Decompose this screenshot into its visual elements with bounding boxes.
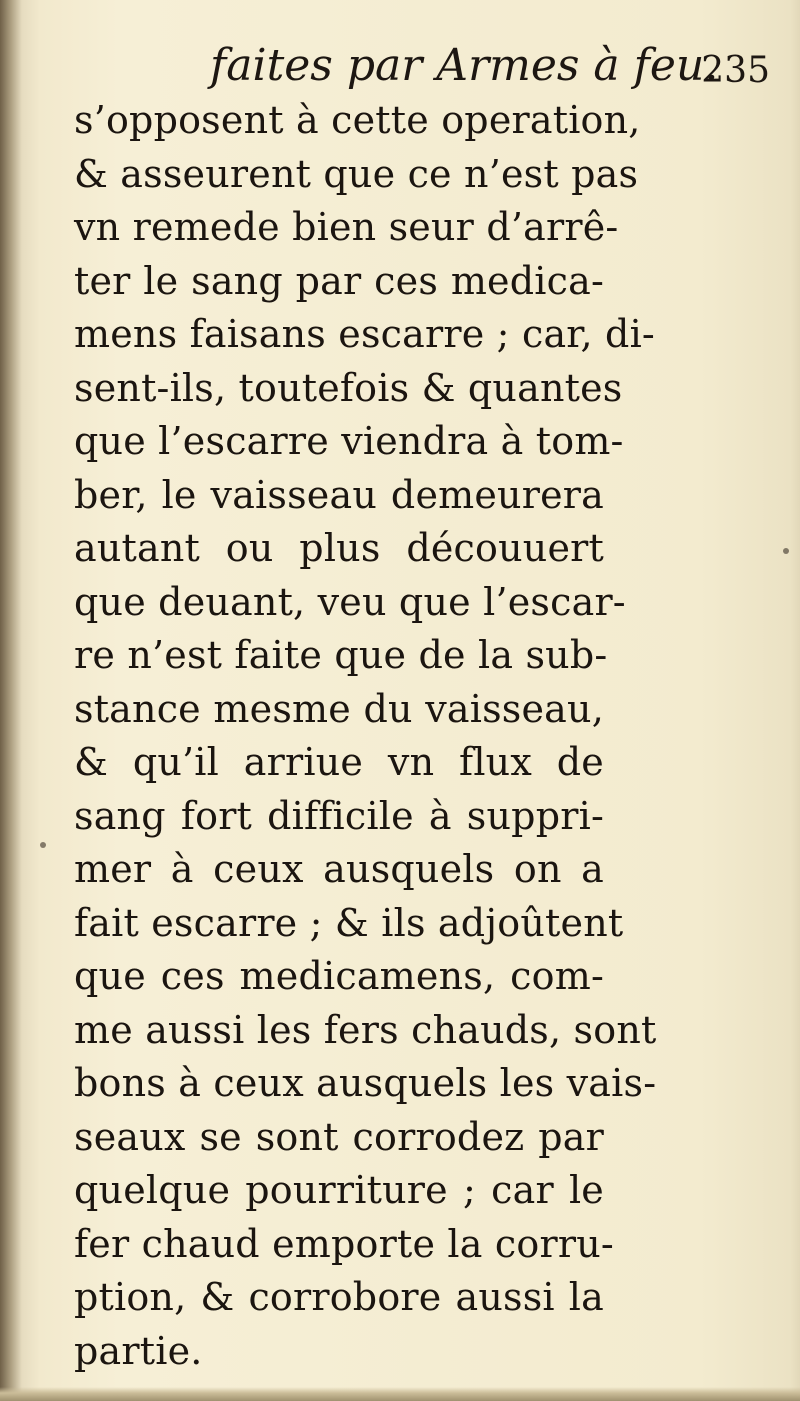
text-line: & asseurent que ce n’est pas bbox=[74, 151, 639, 196]
page-number: 235 bbox=[701, 50, 770, 91]
text-line: mens faisans escarre ; car, di- bbox=[74, 312, 655, 356]
text-line: que l’escarre viendra à tom- bbox=[74, 419, 624, 463]
text-line: re n’est faite que de la sub- bbox=[74, 633, 608, 677]
text-line: partie. bbox=[74, 1328, 203, 1373]
text-line: fer chaud emporte la corru- bbox=[74, 1221, 614, 1266]
text-line: stance mesme du vaisseau, bbox=[74, 686, 604, 731]
text-line: s’opposent à cette operation, bbox=[74, 98, 641, 142]
body-text bbox=[74, 94, 657, 1378]
text-line: fait escarre ; & ils adjoûtent bbox=[74, 900, 624, 945]
page-bottom-edge bbox=[0, 1387, 800, 1401]
text-line: que deuant, veu que l’escar- bbox=[74, 579, 626, 624]
text-line: seaux se sont corrodez par bbox=[74, 1114, 604, 1159]
text-line: sent-ils, toutefois & quantes bbox=[74, 365, 623, 410]
text-line: sang fort difficile à suppri- bbox=[74, 793, 604, 838]
text-line: bons à ceux ausquels les vais- bbox=[74, 1061, 657, 1105]
text-line: ter le sang par ces medica- bbox=[74, 258, 604, 303]
text-line: ber, le vaisseau demeurera bbox=[74, 472, 604, 517]
text-line: me aussi les fers chauds, sont bbox=[74, 1007, 657, 1052]
text-line: vn remede bien seur d’arrê- bbox=[74, 205, 619, 249]
text-line: que ces medicamens, com- bbox=[74, 954, 604, 998]
text-line: ption, & corrobore aussi la bbox=[74, 1275, 604, 1319]
text-line: & qu’il arriue vn flux de bbox=[74, 740, 604, 784]
ink-speck bbox=[40, 842, 46, 848]
running-title: faites par Armes à feu. bbox=[210, 40, 719, 91]
text-line: mer à ceux ausquels on a bbox=[74, 847, 604, 891]
text-line: quelque pourriture ; car le bbox=[74, 1168, 604, 1212]
text-line: autant ou plus découuert bbox=[74, 526, 604, 570]
ink-speck bbox=[783, 548, 789, 554]
